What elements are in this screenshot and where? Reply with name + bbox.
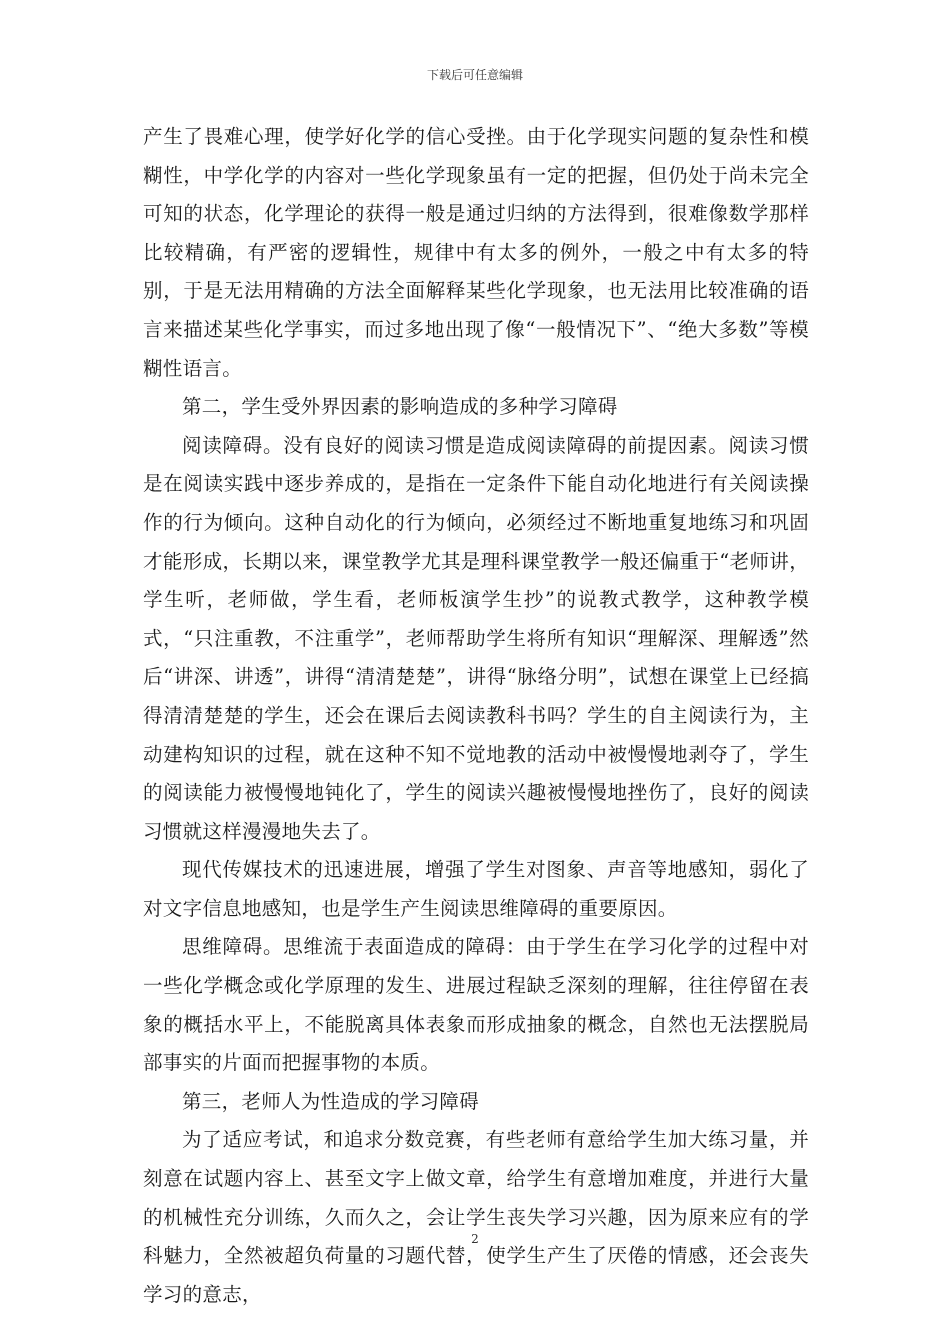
section-heading-second: 第二，学生受外界因素的影响造成的多种学习障碍 <box>182 395 618 419</box>
paragraph-teacher-factors: 为了适应考试，和追求分数竞赛，有些老师有意给学生加大练习量，并刻意在试题内容上、甚至文字上做文章，给学生有意增加难度，并进行大量的机械性充分训练，久而久之，会让学生丧失学习兴趣，因为原来应有的学科魅力，全然被超负荷量的习题代替，使学生产生了厌倦的情感，还会丧失学习的意志， <box>143 1128 809 1306</box>
paragraph-thinking-obstacle: 思维障碍。思维流于表面造成的障碍：由于学生在学习化学的过程中对一些化学概念或化学原理的发生、进展过程缺乏深刻的理解，往往停留在表象的概括水平上，不能脱离具体表象而形成抽象的概念，自然也无法摆脱局部事实的片面而把握事物的本质。 <box>143 935 809 1075</box>
section-heading-third: 第三，老师人为性造成的学习障碍 <box>182 1089 480 1113</box>
page-header: 下载后可任意编辑 <box>426 68 523 82</box>
paragraph-continuation: 产生了畏难心理，使学好化学的信心受挫。由于化学现实问题的复杂性和模糊性，中学化学的内容对一些化学现象虽有一定的把握，但仍处于尚未完全可知的状态，化学理论的获得一般是通过归纳的方法得到，很难像数学那样比较精确，有严密的逻辑性，规律中有太多的例外，一般之中有太多的特别，于是无法用精确的方法全面解释某些化学现象，也无法用比较准确的语言来描述某些化学事实，而过多地出现了像“一般情况下”、“绝大多数”等模糊性语言。 <box>143 125 809 380</box>
page-number: 2 <box>471 1232 479 1246</box>
document-body <box>143 118 809 1314</box>
paragraph-reading-obstacle: 阅读障碍。没有良好的阅读习惯是造成阅读障碍的前提因素。阅读习惯是在阅读实践中逐步养成的，是指在一定条件下能自动化地进行有关阅读操作的行为倾向。这种自动化的行为倾向，必须经过不断地重复地练习和巩固才能形成，长期以来，课堂教学尤其是理科课堂教学一般还偏重于“老师讲，学生听，老师做，学生看，老师板演学生抄”的说教式教学，这种教学模式，“只注重教，不注重学”，老师帮助学生将所有知识“理解深、理解透”然后“讲深、讲透”，讲得“清清楚楚”，讲得“脉络分明”，试想在课堂上已经搞得清清楚楚的学生，还会在课后去阅读教科书吗？学生的自主阅读行为，主动建构知识的过程，就在这种不知不觉地教的活动中被慢慢地剥夺了，学生的阅读能力被慢慢地钝化了，学生的阅读兴趣被慢慢地挫伤了，良好的阅读习惯就这样漫漫地失去了。 <box>143 433 809 843</box>
paragraph-media-technology: 现代传媒技术的迅速进展，增强了学生对图象、声音等地感知，弱化了对文字信息地感知，也是学生产生阅读思维障碍的重要原因。 <box>143 858 809 920</box>
